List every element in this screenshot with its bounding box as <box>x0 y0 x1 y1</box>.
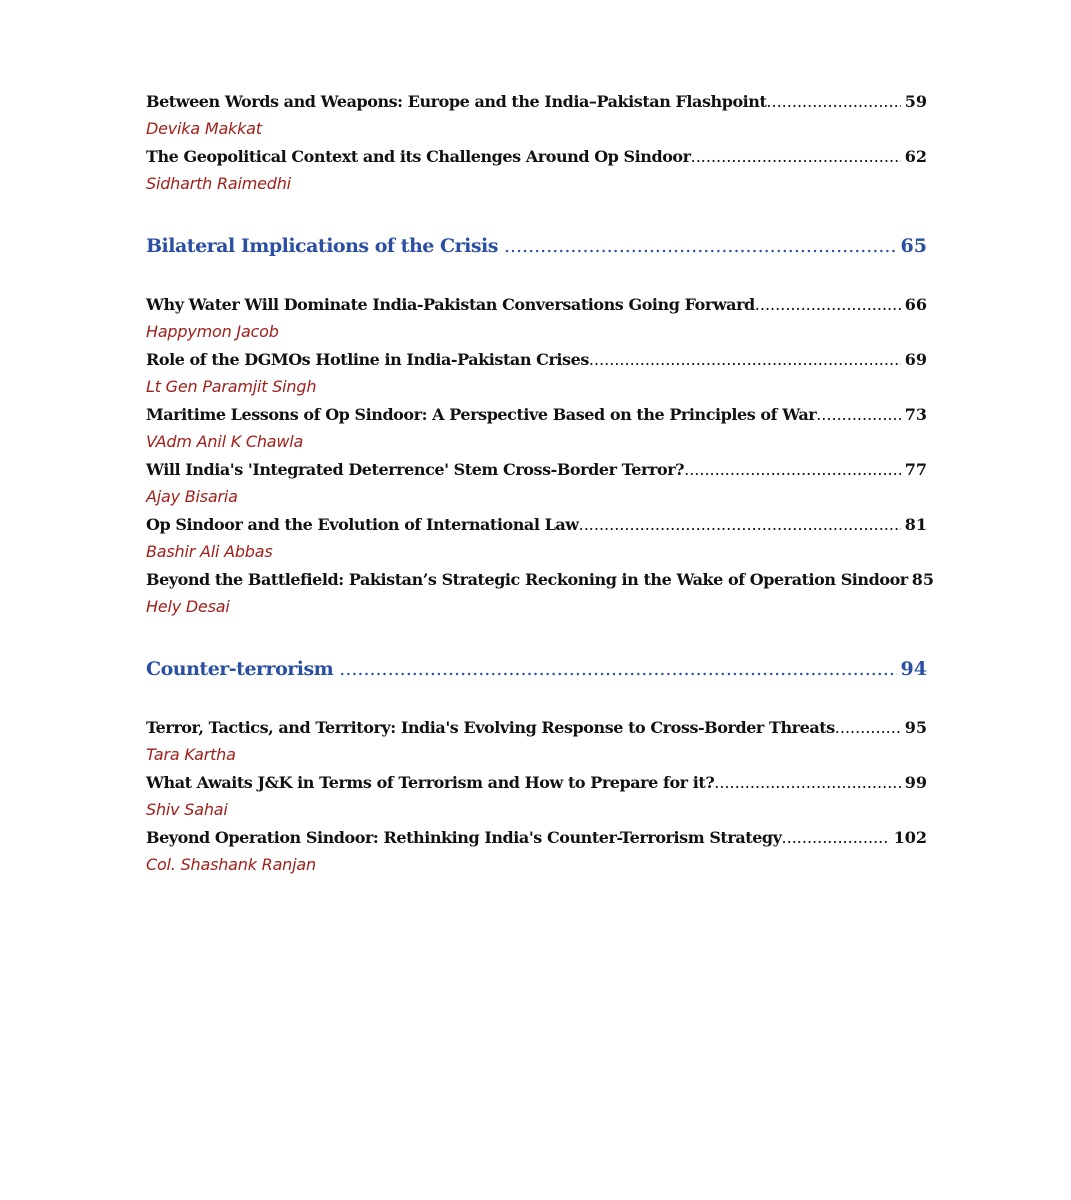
toc-entry[interactable] <box>146 714 927 769</box>
page-number: 77 <box>904 460 927 479</box>
spacer <box>146 685 927 714</box>
section-title-row[interactable] <box>146 653 927 685</box>
page-number: 99 <box>904 773 927 792</box>
entry-title-row[interactable] <box>146 456 927 483</box>
entry-title[interactable]: Maritime Lessons of Op Sindoor: A Perspective Based on the Principles of War <box>146 405 817 424</box>
entry-title[interactable]: Will India's 'Integrated Deterrence' Stem Cross-Border Terror? <box>146 460 685 479</box>
entry-title-row[interactable] <box>146 511 927 538</box>
entry-title[interactable]: Why Water Will Dominate India-Pakistan Conversations Going Forward <box>146 295 755 314</box>
entry-title-row[interactable] <box>146 346 927 373</box>
spacer <box>146 198 927 230</box>
toc-entry[interactable] <box>146 566 935 621</box>
page-number: 85 <box>911 570 935 589</box>
entry-title-row[interactable] <box>146 291 927 318</box>
toc-entry[interactable] <box>146 456 927 511</box>
toc-section-heading[interactable] <box>146 653 927 685</box>
dot-leader <box>782 824 890 851</box>
dot-leader <box>835 714 901 741</box>
section-page-number: 94 <box>900 658 927 680</box>
dot-leader <box>498 230 897 262</box>
entry-title[interactable]: The Geopolitical Context and its Challenges Around Op Sindoor <box>146 147 691 166</box>
entry-author: Lt Gen Paramjit Singh <box>146 377 317 396</box>
dot-leader <box>579 511 901 538</box>
section-title-row[interactable] <box>146 230 927 262</box>
entry-title-row[interactable] <box>146 824 927 851</box>
entry-title-row[interactable] <box>146 714 927 741</box>
spacer <box>146 262 927 291</box>
entry-title-row[interactable] <box>146 566 935 593</box>
entry-title-row[interactable] <box>146 401 927 428</box>
entry-author: Tara Kartha <box>146 745 236 764</box>
toc-entry[interactable] <box>146 291 927 346</box>
entry-title[interactable]: Role of the DGMOs Hotline in India-Pakistan Crises <box>146 350 589 369</box>
entry-title[interactable]: Terror, Tactics, and Territory: India's Evolving Response to Cross-Border Threats <box>146 718 835 737</box>
dot-leader <box>691 143 901 170</box>
dot-leader <box>333 653 896 685</box>
toc-entry[interactable] <box>146 769 927 824</box>
dot-leader <box>714 769 900 796</box>
entry-author: Sidharth Raimedhi <box>146 174 291 193</box>
table-of-contents <box>146 88 935 879</box>
section-page-number: 65 <box>900 235 927 257</box>
entry-title[interactable]: Beyond Operation Sindoor: Rethinking India's Counter-Terrorism Strategy <box>146 828 782 847</box>
dot-leader <box>684 456 901 483</box>
page-number: 62 <box>904 147 927 166</box>
toc-entry[interactable] <box>146 346 927 401</box>
page-number: 59 <box>904 92 927 111</box>
entry-title[interactable]: Op Sindoor and the Evolution of International Law <box>146 515 579 534</box>
entry-author: Hely Desai <box>146 597 230 616</box>
entry-author: Bashir Ali Abbas <box>146 542 273 561</box>
dot-leader <box>766 88 900 115</box>
page-number: 73 <box>904 405 927 424</box>
section-title[interactable]: Counter-terrorism <box>146 658 334 680</box>
entry-title-row[interactable] <box>146 143 927 170</box>
entry-author: Ajay Bisaria <box>146 487 238 506</box>
page-number: 69 <box>904 350 927 369</box>
dot-leader <box>755 291 901 318</box>
page-number: 102 <box>893 828 927 847</box>
entry-author: VAdm Anil K Chawla <box>146 432 304 451</box>
page-number: 95 <box>904 718 927 737</box>
entry-author: Happymon Jacob <box>146 322 279 341</box>
entry-title[interactable]: Beyond the Battlefield: Pakistan’s Strategic Reckoning in the Wake of Operation Sindoor <box>146 570 908 589</box>
toc-entry[interactable] <box>146 143 927 198</box>
entry-title[interactable]: What Awaits J&K in Terms of Terrorism and How to Prepare for it? <box>146 773 715 792</box>
spacer <box>146 621 927 653</box>
toc-entry[interactable] <box>146 88 927 143</box>
page-number: 81 <box>904 515 927 534</box>
entry-title-row[interactable] <box>146 769 927 796</box>
entry-author: Col. Shashank Ranjan <box>146 855 316 874</box>
page-number: 66 <box>904 295 927 314</box>
toc-section-heading[interactable] <box>146 230 927 262</box>
section-title[interactable]: Bilateral Implications of the Crisis <box>146 235 498 257</box>
dot-leader <box>816 401 901 428</box>
entry-author: Shiv Sahai <box>146 800 228 819</box>
toc-entry[interactable] <box>146 824 927 879</box>
entry-author: Devika Makkat <box>146 119 262 138</box>
entry-title-row[interactable] <box>146 88 927 115</box>
dot-leader <box>589 346 901 373</box>
entry-title[interactable]: Between Words and Weapons: Europe and the India–Pakistan Flashpoint <box>146 92 767 111</box>
toc-entry[interactable] <box>146 511 927 566</box>
toc-entry[interactable] <box>146 401 927 456</box>
